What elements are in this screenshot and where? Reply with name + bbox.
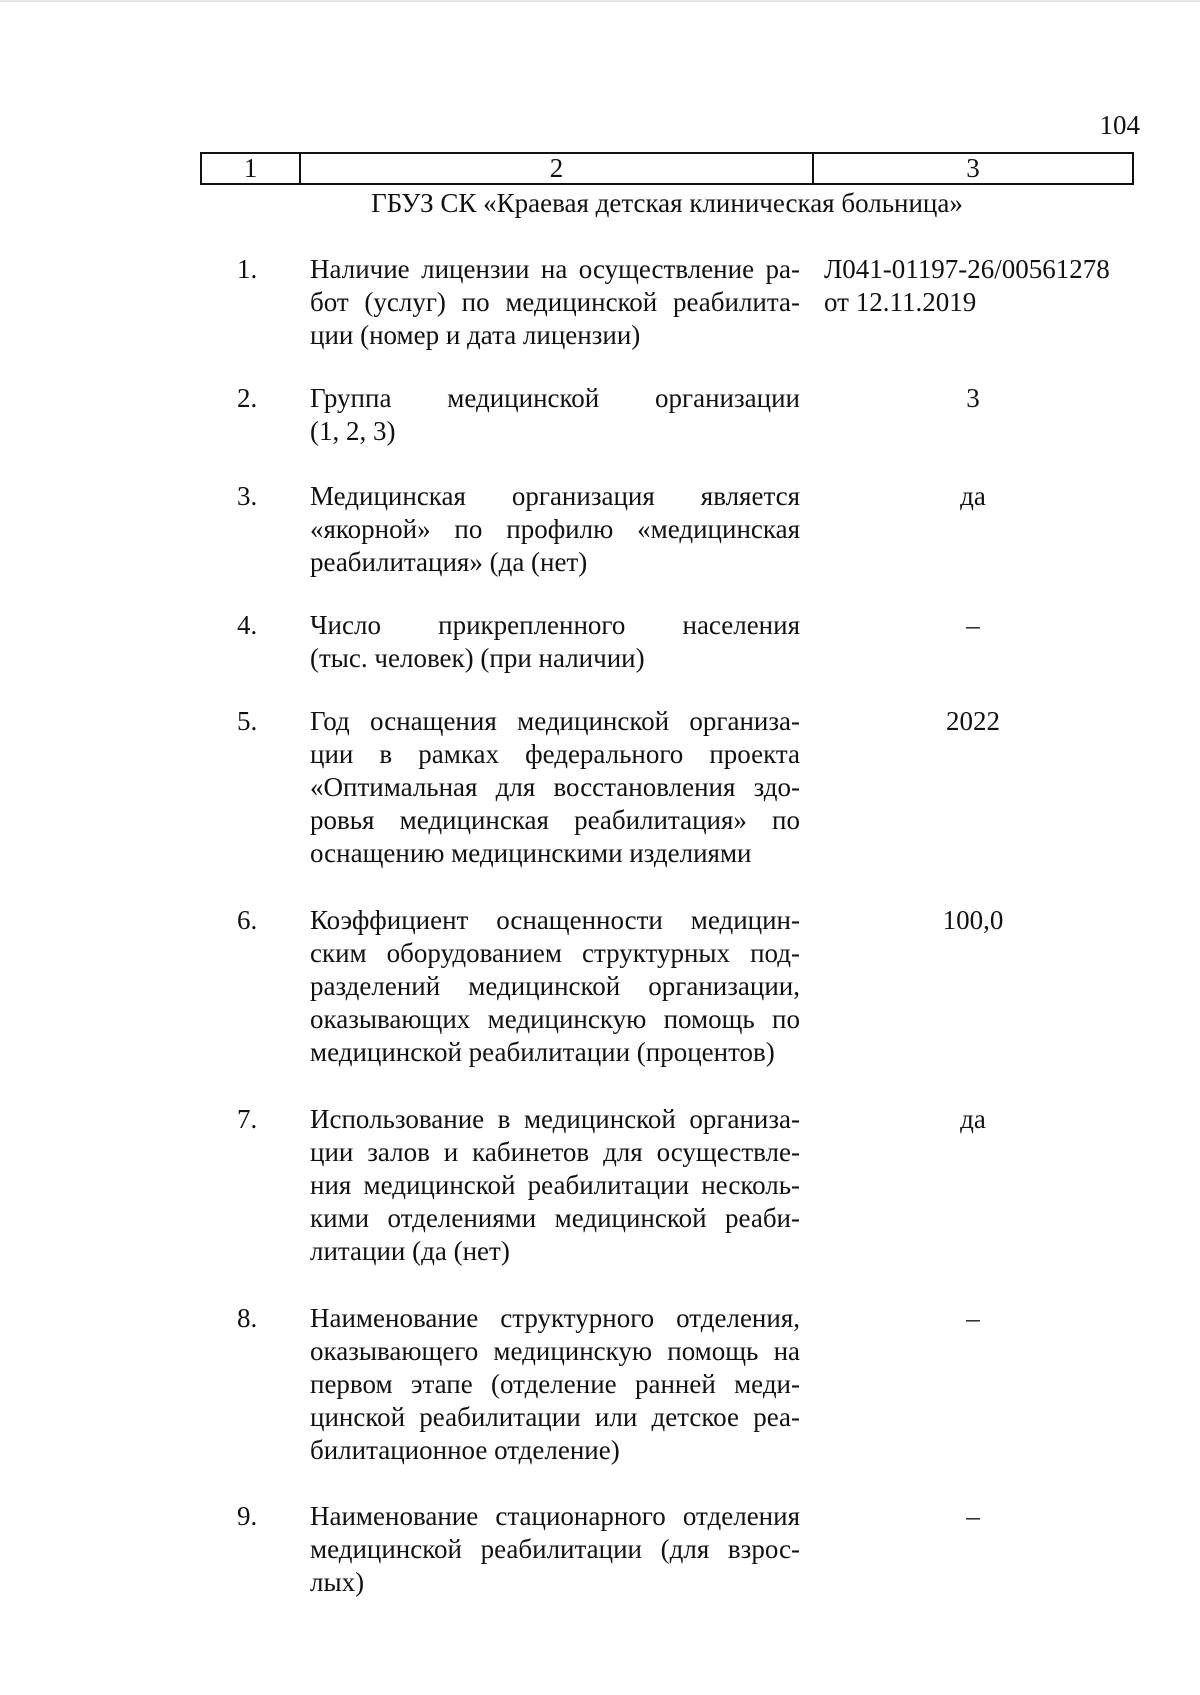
description-line: медицинской реабилитации (для взрос- (310, 1534, 800, 1564)
row-description (310, 253, 800, 352)
description-line: лых) (310, 1567, 365, 1597)
description-line: Группа медицинской организации (310, 383, 800, 413)
row-value (824, 253, 1164, 319)
value-line: – (966, 1303, 980, 1333)
description-line: ровья медицинская реабилитация» по (310, 805, 800, 835)
description-line: цинской реабилитации или детское реа- (310, 1402, 800, 1432)
description-line: ции в рамках федерального проекта (310, 739, 800, 769)
row-value (812, 1103, 1134, 1136)
value-line: – (966, 610, 980, 640)
description-line: ния медицинской реабилитации несколь- (310, 1170, 800, 1200)
description-line: оснащению медицинскими изделиями (310, 838, 752, 868)
description-line: оказывающего медицинскую помощь на (310, 1336, 800, 1366)
row-number: 9. (237, 1501, 258, 1531)
row-number: 4. (237, 610, 258, 640)
description-line: ским оборудованием структурных под- (310, 938, 800, 968)
row-number: 8. (237, 1303, 258, 1333)
description-line: ции (номер и дата лицензии) (310, 320, 641, 350)
description-line: Наименование стационарного отделения (310, 1501, 800, 1531)
row-number: 1. (237, 254, 258, 284)
description-line: медицинской реабилитации (процентов) (310, 1037, 775, 1067)
description-line: «Оптимальная для восстановления здо- (310, 772, 800, 802)
row-description (310, 480, 800, 579)
row-description (310, 1500, 800, 1599)
description-line: Коэффициент оснащенности медицин- (310, 905, 800, 935)
column-header-3: 3 (966, 153, 980, 183)
value-line: да (960, 1104, 986, 1134)
row-number: 5. (237, 706, 258, 736)
column-header-1: 1 (202, 154, 301, 183)
row-value (812, 705, 1134, 738)
description-line: (тыс. человек) (при наличии) (310, 643, 645, 673)
description-line: (1, 2, 3) (310, 416, 396, 446)
description-line: «якорной» по профилю «медицинская (310, 514, 800, 544)
value-line: от 12.11.2019 (824, 287, 977, 317)
row-value (812, 1302, 1134, 1335)
row-description (310, 382, 800, 448)
column-header-2: 2 (301, 154, 814, 183)
row-value (812, 609, 1134, 642)
description-line: бот (услуг) по медицинской реабилита- (310, 287, 800, 317)
row-number: 2. (237, 383, 258, 413)
description-line: литации (да (нет) (310, 1236, 510, 1266)
value-line: 2022 (946, 706, 1000, 736)
row-value (812, 382, 1134, 415)
value-line: – (966, 1501, 980, 1531)
description-line: разделений медицинской организации, (310, 971, 800, 1001)
scan-edge (0, 0, 1200, 2)
description-line: Использование в медицинской организа- (310, 1104, 800, 1134)
value-line: да (960, 481, 986, 511)
description-line: реабилитация» (да (нет) (310, 547, 588, 577)
row-value (812, 904, 1134, 937)
description-line: первом этапе (отделение ранней меди- (310, 1369, 800, 1399)
column-header-row (200, 152, 1134, 185)
row-number: 6. (237, 905, 258, 935)
description-line: оказывающих медицинскую помощь по (310, 1004, 800, 1034)
description-line: Число прикрепленного населения (310, 610, 800, 640)
row-number: 3. (237, 481, 258, 511)
description-line: кими отделениями медицинской реаби- (310, 1203, 800, 1233)
value-line: 3 (966, 383, 980, 413)
value-line: 100,0 (942, 905, 1004, 935)
row-value (812, 480, 1134, 513)
row-description (310, 705, 800, 870)
value-line: Л041-01197-26/00561278 (824, 254, 1110, 284)
row-value (812, 1500, 1134, 1533)
description-line: Год оснащения медицинской организа- (310, 706, 800, 736)
description-line: Медицинская организация является (310, 481, 800, 511)
description-line: Наименование структурного отделения, (310, 1303, 800, 1333)
row-description (310, 609, 800, 675)
row-description (310, 1103, 800, 1268)
description-line: Наличие лицензии на осуществление ра- (310, 254, 800, 284)
row-number: 7. (237, 1104, 258, 1134)
row-description (310, 904, 800, 1069)
description-line: билитационное отделение) (310, 1435, 620, 1465)
page-number: 104 (1099, 110, 1140, 140)
row-description (310, 1302, 800, 1467)
organization-title: ГБУЗ СК «Краевая детская клиническая больница» (371, 188, 963, 218)
description-line: ции залов и кабинетов для осуществле- (310, 1137, 800, 1167)
